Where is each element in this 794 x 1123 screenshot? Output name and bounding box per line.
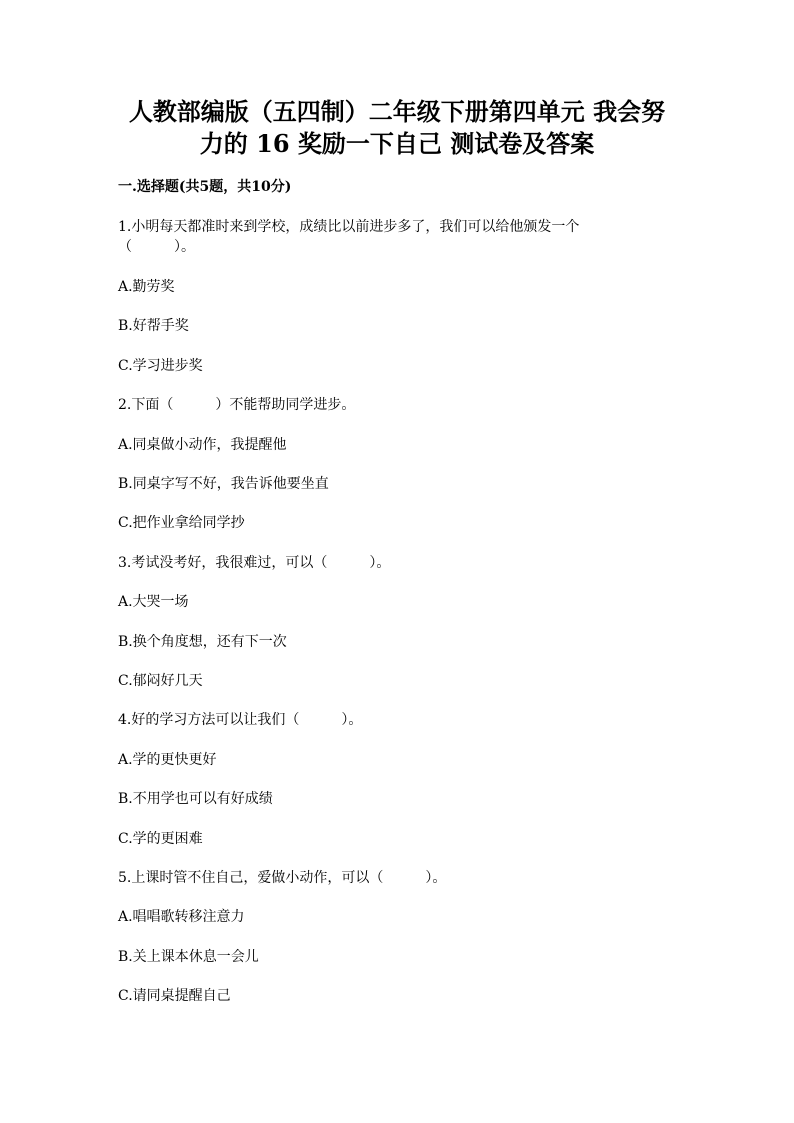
question-1-stem-continued: （ ）。 [118, 239, 195, 255]
document-title-line-1: 人教部编版（五四制）二年级下册第四单元 我会努 [128, 97, 666, 126]
question-3-stem: 3.考试没考好，我很难过，可以（ ）。 [118, 555, 391, 571]
question-1-stem: 1.小明每天都准时来到学校，成绩比以前进步多了，我们可以给他颁发一个 [118, 219, 580, 235]
question-1-option-a: A.勤劳奖 [118, 279, 175, 295]
question-4-option-a: A.学的更快更好 [118, 752, 217, 768]
question-5-stem: 5.上课时管不住自己，爱做小动作，可以（ ）。 [118, 870, 447, 886]
question-2-stem: 2.下面（ ）不能帮助同学进步。 [118, 397, 356, 413]
question-2-option-c: C.把作业拿给同学抄 [118, 515, 245, 531]
question-4-option-c: C.学的更困难 [118, 831, 203, 847]
question-3-option-a: A.大哭一场 [118, 594, 189, 610]
question-4-option-b: B.不用学也可以有好成绩 [118, 791, 273, 807]
section-heading: 一.选择题(共5题，共10分) [118, 179, 292, 195]
question-1-option-b: B.好帮手奖 [118, 318, 189, 334]
question-4-stem: 4.好的学习方法可以让我们（ ）。 [118, 712, 363, 728]
question-3-option-c: C.郁闷好几天 [118, 673, 203, 689]
question-5-option-a: A.唱唱歌转移注意力 [118, 909, 245, 925]
document-title-line-2: 力的 16 奖励一下自己 测试卷及答案 [199, 129, 595, 158]
question-2-option-a: A.同桌做小动作，我提醒他 [118, 437, 287, 453]
question-2-option-b: B.同桌字写不好，我告诉他要坐直 [118, 476, 329, 492]
question-5-option-c: C.请同桌提醒自己 [118, 988, 231, 1004]
question-1-option-c: C.学习进步奖 [118, 358, 203, 374]
question-5-option-b: B.关上课本休息一会儿 [118, 949, 259, 965]
question-3-option-b: B.换个角度想，还有下一次 [118, 634, 287, 650]
